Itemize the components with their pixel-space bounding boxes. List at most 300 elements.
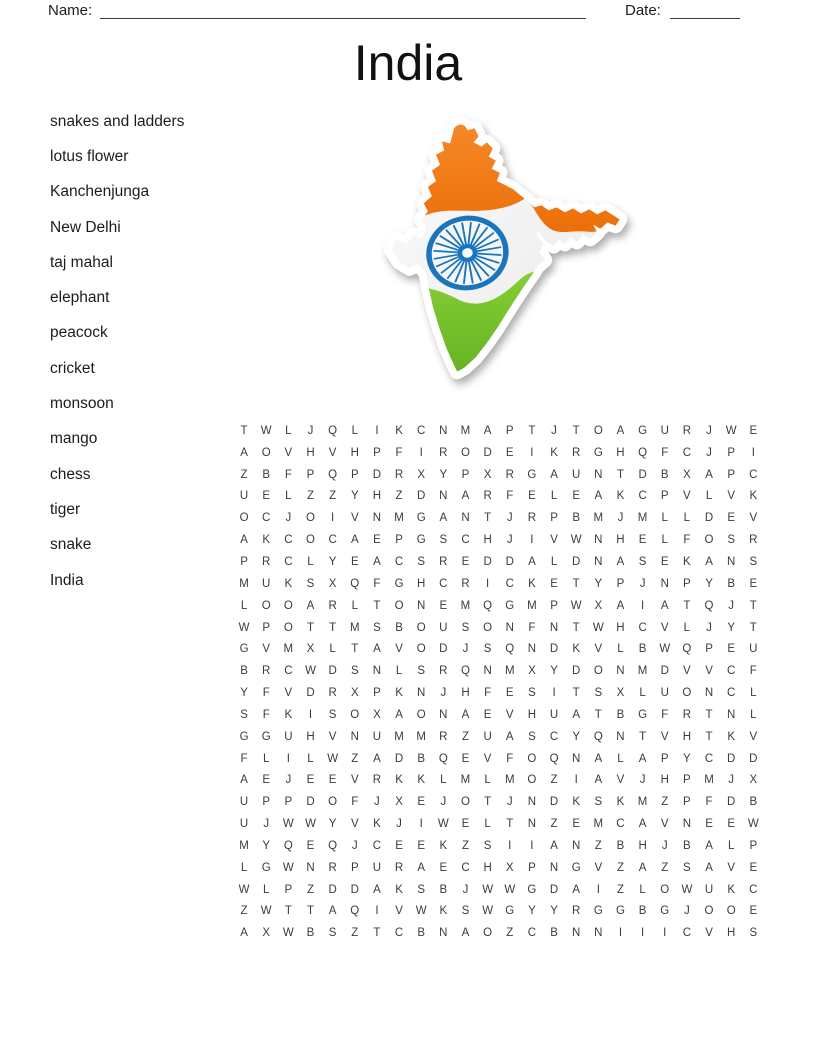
grid-letter[interactable]: W <box>260 424 272 437</box>
grid-letter[interactable]: K <box>616 490 625 503</box>
grid-letter[interactable]: E <box>306 839 315 852</box>
grid-letter[interactable]: P <box>683 796 691 809</box>
grid-letter[interactable]: L <box>750 687 757 700</box>
grid-letter[interactable]: V <box>483 752 492 765</box>
grid-letter[interactable]: T <box>705 730 713 743</box>
grid-letter[interactable]: N <box>660 577 669 590</box>
grid-letter[interactable]: T <box>749 599 757 612</box>
grid-letter[interactable]: H <box>350 446 359 459</box>
grid-letter[interactable]: P <box>727 468 735 481</box>
grid-letter[interactable]: A <box>373 883 381 896</box>
grid-letter[interactable]: E <box>727 818 735 831</box>
grid-letter[interactable]: U <box>660 424 669 437</box>
grid-letter[interactable]: D <box>483 555 492 568</box>
grid-letter[interactable]: Q <box>328 424 338 437</box>
grid-letter[interactable]: G <box>505 905 515 918</box>
grid-letter[interactable]: P <box>240 555 248 568</box>
grid-letter[interactable]: E <box>461 555 470 568</box>
grid-letter[interactable]: H <box>483 861 492 874</box>
grid-letter[interactable]: C <box>727 665 736 678</box>
grid-letter[interactable]: H <box>616 621 625 634</box>
grid-letter[interactable]: E <box>660 555 669 568</box>
grid-letter[interactable]: I <box>530 534 534 547</box>
grid-letter[interactable]: Y <box>439 468 448 481</box>
grid-letter[interactable]: A <box>705 555 713 568</box>
grid-letter[interactable]: G <box>660 905 670 918</box>
grid-letter[interactable]: O <box>239 512 249 525</box>
grid-letter[interactable]: C <box>749 468 758 481</box>
grid-letter[interactable]: V <box>616 774 625 787</box>
grid-letter[interactable]: V <box>328 730 337 743</box>
grid-letter[interactable]: T <box>306 905 314 918</box>
grid-letter[interactable]: A <box>240 927 248 940</box>
grid-letter[interactable]: L <box>263 883 270 896</box>
grid-letter[interactable]: R <box>439 555 448 568</box>
grid-letter[interactable]: J <box>351 839 358 852</box>
grid-letter[interactable]: P <box>284 796 293 809</box>
grid-letter[interactable]: V <box>660 730 669 743</box>
grid-letter[interactable]: V <box>594 643 603 656</box>
grid-letter[interactable]: K <box>727 883 735 896</box>
grid-letter[interactable]: C <box>704 752 714 765</box>
grid-letter[interactable]: V <box>284 687 293 700</box>
grid-letter[interactable]: Z <box>616 861 624 874</box>
grid-letter[interactable]: N <box>594 927 603 940</box>
grid-letter[interactable]: I <box>331 512 335 525</box>
grid-letter[interactable]: V <box>395 905 403 918</box>
grid-letter[interactable]: J <box>506 796 513 809</box>
grid-letter[interactable]: K <box>616 796 625 809</box>
grid-letter[interactable]: P <box>660 490 669 503</box>
grid-letter[interactable]: E <box>572 490 581 503</box>
grid-letter[interactable]: Q <box>283 839 293 852</box>
grid-letter[interactable]: V <box>284 446 293 459</box>
grid-letter[interactable]: D <box>638 468 647 481</box>
grid-letter[interactable]: T <box>616 468 624 481</box>
grid-letter[interactable]: X <box>373 708 381 721</box>
grid-letter[interactable]: A <box>616 599 625 612</box>
grid-letter[interactable]: E <box>505 687 514 700</box>
grid-letter[interactable]: V <box>350 818 359 831</box>
grid-letter[interactable]: L <box>617 752 624 765</box>
grid-letter[interactable]: W <box>747 818 759 831</box>
grid-letter[interactable]: C <box>372 839 382 852</box>
grid-letter[interactable]: O <box>461 796 470 809</box>
grid-letter[interactable]: P <box>262 621 271 634</box>
grid-letter[interactable]: Q <box>328 839 338 852</box>
grid-letter[interactable]: A <box>705 839 713 852</box>
grid-letter[interactable]: O <box>283 621 293 634</box>
grid-letter[interactable]: A <box>550 468 558 481</box>
grid-letter[interactable]: T <box>705 708 713 721</box>
grid-letter[interactable]: O <box>350 708 360 721</box>
grid-letter[interactable]: U <box>749 643 758 656</box>
grid-letter[interactable]: D <box>572 665 581 678</box>
grid-letter[interactable]: P <box>373 687 381 700</box>
grid-letter[interactable]: D <box>394 752 404 765</box>
grid-letter[interactable]: L <box>484 818 491 831</box>
grid-letter[interactable]: A <box>505 730 514 743</box>
grid-letter[interactable]: E <box>417 796 426 809</box>
grid-letter[interactable]: Q <box>549 752 559 765</box>
grid-letter[interactable]: W <box>238 883 250 896</box>
grid-letter[interactable]: Y <box>328 555 337 568</box>
grid-letter[interactable]: M <box>416 730 426 743</box>
grid-letter[interactable]: W <box>659 643 671 656</box>
grid-letter[interactable]: S <box>417 883 426 896</box>
grid-letter[interactable]: F <box>395 446 403 459</box>
grid-letter[interactable]: H <box>306 730 315 743</box>
grid-letter[interactable]: O <box>593 424 603 437</box>
grid-letter[interactable]: R <box>572 446 581 459</box>
grid-letter[interactable]: S <box>638 555 647 568</box>
grid-letter[interactable]: Z <box>594 839 602 852</box>
grid-letter[interactable]: J <box>506 534 513 547</box>
grid-letter[interactable]: L <box>351 424 358 437</box>
name-blank-line[interactable] <box>100 1 586 19</box>
grid-letter[interactable]: R <box>328 599 337 612</box>
grid-letter[interactable]: V <box>660 818 669 831</box>
grid-letter[interactable]: H <box>638 839 647 852</box>
grid-letter[interactable]: T <box>594 708 602 721</box>
grid-letter[interactable]: U <box>572 468 581 481</box>
grid-letter[interactable]: Y <box>262 839 271 852</box>
grid-letter[interactable]: X <box>594 599 603 612</box>
grid-letter[interactable]: I <box>419 818 423 831</box>
grid-letter[interactable]: O <box>306 534 315 547</box>
grid-letter[interactable]: S <box>749 927 758 940</box>
grid-letter[interactable]: L <box>727 839 735 852</box>
grid-letter[interactable]: G <box>239 730 249 743</box>
grid-letter[interactable]: T <box>240 424 248 437</box>
grid-letter[interactable]: E <box>483 708 492 721</box>
grid-letter[interactable]: A <box>638 752 647 765</box>
grid-letter[interactable]: C <box>417 424 426 437</box>
grid-letter[interactable]: N <box>572 752 581 765</box>
grid-letter[interactable]: F <box>661 708 669 721</box>
grid-letter[interactable]: V <box>594 861 603 874</box>
grid-letter[interactable]: S <box>461 621 470 634</box>
grid-letter[interactable]: C <box>461 861 470 874</box>
grid-letter[interactable]: N <box>549 621 559 634</box>
grid-letter[interactable]: S <box>727 534 735 547</box>
grid-letter[interactable]: D <box>549 796 559 809</box>
grid-letter[interactable]: N <box>594 534 603 547</box>
grid-letter[interactable]: K <box>284 577 293 590</box>
grid-letter[interactable]: B <box>439 883 448 896</box>
grid-letter[interactable]: R <box>749 534 758 547</box>
grid-letter[interactable]: Q <box>682 643 692 656</box>
grid-letter[interactable]: Z <box>461 730 469 743</box>
grid-letter[interactable]: R <box>483 490 492 503</box>
grid-letter[interactable]: W <box>681 883 693 896</box>
grid-letter[interactable]: P <box>350 861 359 874</box>
grid-letter[interactable]: H <box>483 534 492 547</box>
grid-letter[interactable]: N <box>461 512 470 525</box>
grid-letter[interactable]: I <box>530 446 534 459</box>
grid-letter[interactable]: T <box>506 818 514 831</box>
grid-letter[interactable]: C <box>461 534 470 547</box>
grid-letter[interactable]: B <box>417 752 426 765</box>
grid-letter[interactable]: W <box>415 905 427 918</box>
grid-letter[interactable]: B <box>240 665 248 678</box>
grid-letter[interactable]: N <box>572 927 581 940</box>
grid-letter[interactable]: P <box>616 577 625 590</box>
grid-letter[interactable]: J <box>661 839 668 852</box>
grid-letter[interactable]: X <box>505 861 514 874</box>
grid-letter[interactable]: K <box>395 687 403 700</box>
grid-letter[interactable]: A <box>594 752 603 765</box>
grid-letter[interactable]: S <box>594 687 603 700</box>
grid-letter[interactable]: O <box>461 446 470 459</box>
grid-letter[interactable]: Z <box>461 839 469 852</box>
grid-letter[interactable]: N <box>306 861 315 874</box>
grid-letter[interactable]: L <box>395 665 403 678</box>
grid-letter[interactable]: J <box>684 905 690 918</box>
grid-letter[interactable]: Y <box>528 905 536 918</box>
grid-letter[interactable]: A <box>373 643 381 656</box>
grid-letter[interactable]: U <box>372 730 382 743</box>
grid-letter[interactable]: I <box>574 774 578 787</box>
grid-letter[interactable]: Q <box>704 599 714 612</box>
grid-letter[interactable]: M <box>504 774 515 787</box>
grid-letter[interactable]: T <box>284 905 292 918</box>
grid-letter[interactable]: M <box>637 796 648 809</box>
grid-letter[interactable]: W <box>282 861 294 874</box>
grid-letter[interactable]: K <box>572 643 581 656</box>
grid-letter[interactable]: G <box>261 730 271 743</box>
grid-letter[interactable]: G <box>394 577 404 590</box>
grid-letter[interactable]: Y <box>727 621 735 634</box>
grid-letter[interactable]: G <box>571 861 581 874</box>
grid-letter[interactable]: J <box>706 446 712 459</box>
grid-letter[interactable]: K <box>395 424 403 437</box>
grid-letter[interactable]: T <box>749 621 757 634</box>
grid-letter[interactable]: V <box>262 643 271 656</box>
grid-letter[interactable]: N <box>372 665 382 678</box>
grid-letter[interactable]: P <box>461 468 470 481</box>
grid-letter[interactable]: E <box>262 774 271 787</box>
grid-letter[interactable]: Q <box>350 905 360 918</box>
grid-letter[interactable]: L <box>329 643 336 656</box>
grid-letter[interactable]: C <box>284 665 293 678</box>
grid-letter[interactable]: Q <box>593 730 603 743</box>
grid-letter[interactable]: I <box>486 577 490 590</box>
grid-letter[interactable]: R <box>328 687 337 700</box>
grid-letter[interactable]: A <box>417 861 426 874</box>
grid-letter[interactable]: A <box>240 774 248 787</box>
grid-letter[interactable]: F <box>373 577 381 590</box>
grid-letter[interactable]: S <box>749 555 758 568</box>
grid-letter[interactable]: C <box>638 490 647 503</box>
grid-letter[interactable]: O <box>394 599 404 612</box>
grid-letter[interactable]: Y <box>572 730 581 743</box>
grid-letter[interactable]: M <box>704 774 714 787</box>
grid-letter[interactable]: O <box>593 665 603 678</box>
grid-letter[interactable]: J <box>728 774 735 787</box>
grid-letter[interactable]: I <box>641 599 645 612</box>
grid-letter[interactable]: P <box>660 752 669 765</box>
grid-letter[interactable]: P <box>683 774 691 787</box>
grid-letter[interactable]: J <box>617 512 624 525</box>
grid-letter[interactable]: M <box>349 621 360 634</box>
grid-letter[interactable]: A <box>461 708 470 721</box>
grid-letter[interactable]: X <box>616 687 625 700</box>
grid-letter[interactable]: E <box>749 577 758 590</box>
grid-letter[interactable]: F <box>705 796 713 809</box>
grid-letter[interactable]: D <box>549 883 559 896</box>
grid-letter[interactable]: Y <box>240 687 248 700</box>
grid-letter[interactable]: Z <box>240 468 248 481</box>
grid-letter[interactable]: O <box>527 752 537 765</box>
grid-letter[interactable]: E <box>461 752 470 765</box>
grid-letter[interactable]: B <box>638 905 647 918</box>
grid-letter[interactable]: V <box>660 621 669 634</box>
grid-letter[interactable]: H <box>660 774 669 787</box>
grid-letter[interactable]: B <box>550 927 558 940</box>
grid-letter[interactable]: H <box>306 446 315 459</box>
grid-letter[interactable]: I <box>419 446 423 459</box>
grid-letter[interactable]: A <box>373 752 381 765</box>
grid-letter[interactable]: Q <box>328 468 338 481</box>
grid-letter[interactable]: V <box>395 643 403 656</box>
grid-letter[interactable]: K <box>439 905 448 918</box>
grid-letter[interactable]: O <box>682 687 692 700</box>
grid-letter[interactable]: R <box>394 468 404 481</box>
grid-letter[interactable]: E <box>705 818 713 831</box>
grid-letter[interactable]: O <box>261 446 271 459</box>
grid-letter[interactable]: L <box>285 424 292 437</box>
grid-letter[interactable]: C <box>284 534 293 547</box>
grid-letter[interactable]: V <box>683 665 691 678</box>
grid-letter[interactable]: J <box>440 687 447 700</box>
grid-letter[interactable]: R <box>439 665 448 678</box>
grid-letter[interactable]: C <box>394 927 404 940</box>
grid-letter[interactable]: F <box>683 534 691 547</box>
grid-letter[interactable]: N <box>572 839 581 852</box>
grid-letter[interactable]: L <box>263 752 270 765</box>
grid-letter[interactable]: D <box>372 468 382 481</box>
grid-letter[interactable]: C <box>682 446 692 459</box>
grid-letter[interactable]: C <box>749 883 758 896</box>
grid-letter[interactable]: W <box>570 599 582 612</box>
grid-letter[interactable]: D <box>660 665 669 678</box>
grid-letter[interactable]: I <box>530 839 534 852</box>
grid-letter[interactable]: U <box>483 730 492 743</box>
grid-letter[interactable]: Z <box>506 927 514 940</box>
grid-letter[interactable]: R <box>572 905 581 918</box>
grid-letter[interactable]: E <box>749 424 758 437</box>
grid-letter[interactable]: M <box>593 512 604 525</box>
grid-letter[interactable]: J <box>396 818 402 831</box>
grid-letter[interactable]: M <box>460 424 471 437</box>
grid-letter[interactable]: T <box>484 796 492 809</box>
grid-letter[interactable]: N <box>704 687 714 700</box>
grid-letter[interactable]: N <box>682 818 692 831</box>
grid-letter[interactable]: C <box>727 687 736 700</box>
grid-letter[interactable]: X <box>306 643 315 656</box>
grid-letter[interactable]: L <box>550 490 558 503</box>
grid-letter[interactable]: C <box>284 555 293 568</box>
grid-letter[interactable]: G <box>593 446 603 459</box>
grid-letter[interactable]: A <box>705 468 713 481</box>
grid-letter[interactable]: C <box>328 534 337 547</box>
grid-letter[interactable]: R <box>682 424 692 437</box>
grid-letter[interactable]: W <box>725 424 737 437</box>
grid-letter[interactable]: J <box>639 577 646 590</box>
grid-letter[interactable]: O <box>328 796 338 809</box>
grid-letter[interactable]: J <box>307 424 314 437</box>
grid-letter[interactable]: B <box>262 468 271 481</box>
grid-letter[interactable]: X <box>749 774 758 787</box>
grid-letter[interactable]: S <box>417 665 426 678</box>
grid-letter[interactable]: I <box>286 752 290 765</box>
grid-letter[interactable]: I <box>508 839 512 852</box>
grid-letter[interactable]: T <box>351 643 359 656</box>
grid-letter[interactable]: T <box>329 621 337 634</box>
grid-letter[interactable]: Y <box>705 577 713 590</box>
grid-letter[interactable]: M <box>239 839 249 852</box>
grid-letter[interactable]: N <box>616 730 625 743</box>
grid-letter[interactable]: J <box>639 774 646 787</box>
grid-letter[interactable]: E <box>439 599 448 612</box>
grid-letter[interactable]: E <box>373 534 381 547</box>
grid-letter[interactable]: L <box>351 599 358 612</box>
grid-letter[interactable]: E <box>505 446 514 459</box>
grid-letter[interactable]: N <box>594 468 603 481</box>
grid-letter[interactable]: K <box>373 818 381 831</box>
grid-letter[interactable]: Z <box>616 883 624 896</box>
grid-letter[interactable]: G <box>527 883 537 896</box>
grid-letter[interactable]: B <box>395 621 403 634</box>
grid-letter[interactable]: P <box>727 446 735 459</box>
grid-letter[interactable]: V <box>705 927 713 940</box>
grid-letter[interactable]: W <box>305 665 316 678</box>
grid-letter[interactable]: Y <box>594 577 603 590</box>
grid-letter[interactable]: M <box>504 665 515 678</box>
grid-letter[interactable]: E <box>439 861 448 874</box>
grid-letter[interactable]: T <box>373 599 381 612</box>
grid-letter[interactable]: V <box>727 861 735 874</box>
grid-letter[interactable]: N <box>616 665 625 678</box>
grid-letter[interactable]: Y <box>550 665 558 678</box>
grid-letter[interactable]: A <box>638 861 647 874</box>
grid-letter[interactable]: S <box>240 708 248 721</box>
grid-letter[interactable]: X <box>483 468 492 481</box>
grid-letter[interactable]: P <box>505 424 514 437</box>
grid-letter[interactable]: H <box>417 577 426 590</box>
grid-letter[interactable]: D <box>306 687 315 700</box>
grid-letter[interactable]: V <box>328 446 337 459</box>
grid-letter[interactable]: E <box>395 839 403 852</box>
grid-letter[interactable]: G <box>527 468 537 481</box>
grid-letter[interactable]: T <box>639 730 647 743</box>
grid-letter[interactable]: E <box>572 818 581 831</box>
grid-letter[interactable]: C <box>505 577 514 590</box>
grid-letter[interactable]: Z <box>661 796 669 809</box>
grid-letter[interactable]: Z <box>550 774 558 787</box>
grid-letter[interactable]: S <box>328 708 337 721</box>
grid-letter[interactable]: K <box>284 708 293 721</box>
grid-letter[interactable]: I <box>308 708 313 721</box>
grid-letter[interactable]: Z <box>329 490 337 503</box>
grid-letter[interactable]: M <box>460 599 471 612</box>
grid-letter[interactable]: V <box>683 490 691 503</box>
grid-letter[interactable]: G <box>261 861 271 874</box>
grid-letter[interactable]: R <box>372 774 382 787</box>
grid-letter[interactable]: E <box>749 905 758 918</box>
grid-letter[interactable]: V <box>749 730 758 743</box>
